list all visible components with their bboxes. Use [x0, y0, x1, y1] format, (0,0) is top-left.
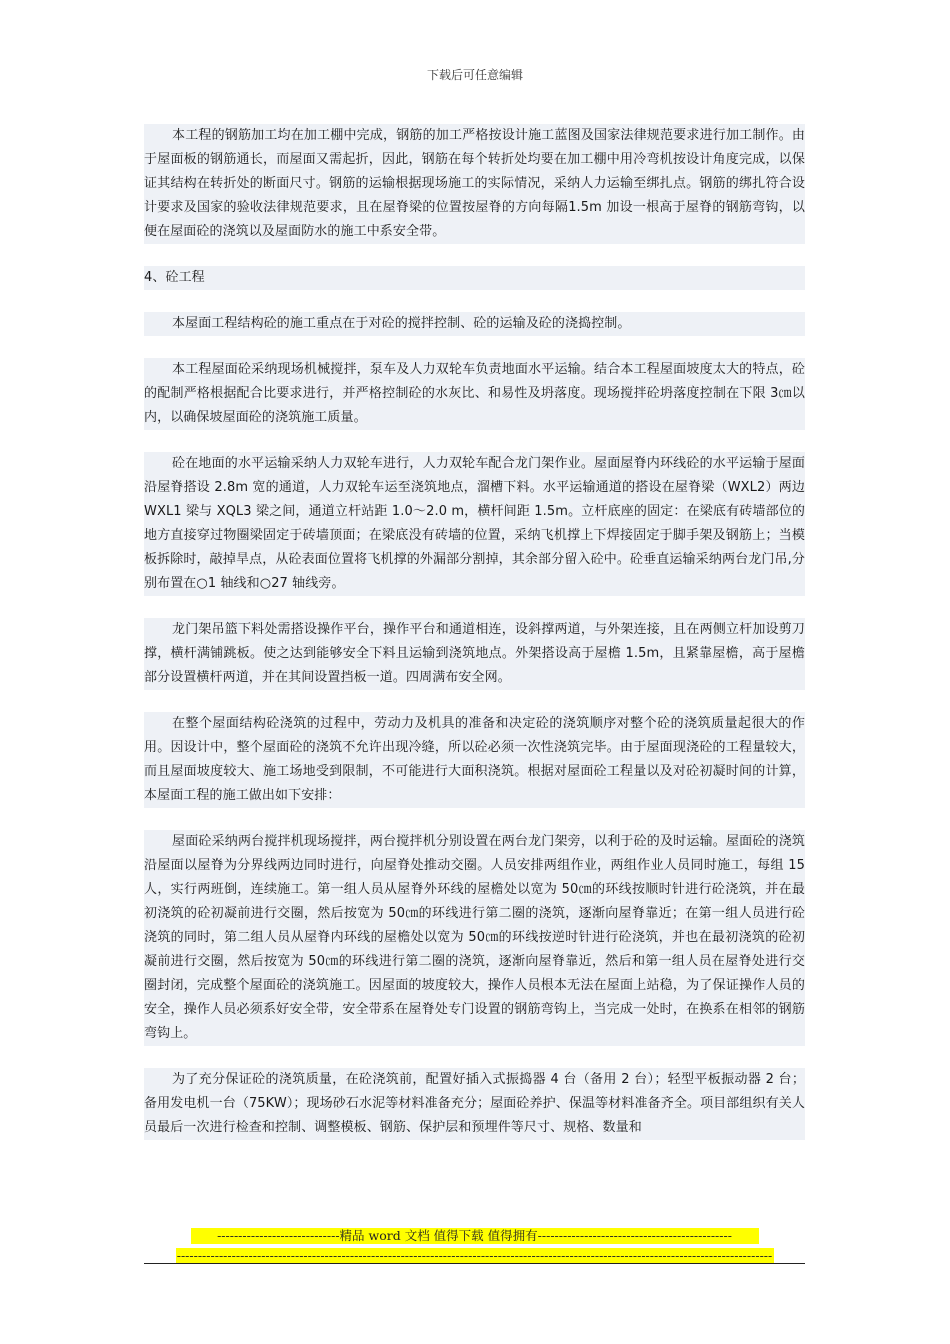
- paragraph-rebar-processing: 本工程的钢筋加工均在加工棚中完成，钢筋的加工严格按设计施工蓝图及国家法律规范要求进行加工制作。由于屋面板的钢筋通长，而屋面又需起折，因此，钢筋在每个转折处均要在加工棚中用冷弯机按设计角度完成，以保证其结构在转折处的断面尺寸。钢筋的运输根据现场施工的实际情况，采纳人力运输至绑扎点。钢筋的绑扎符合设计要求及国家的验收法律规范要求，且在屋脊梁的位置按屋脊的方向每隔1.5m 加设一根高于屋脊的钢筋弯钩，以便在屋面砼的浇筑以及屋面防水的施工中系安全带。: [144, 124, 805, 244]
- paragraph-gap: [144, 290, 805, 312]
- paragraph-equipment-prep: 为了充分保证砼的浇筑质量，在砼浇筑前，配置好插入式振捣器 4 台（备用 2 台）；轻型平板振动器 2 台；备用发电机一台（75KW）；现场砂石水泥等材料准备充分；屋面砼养护、保温等材料准备齐全。项目部组织有关人员最后一次进行检查和控制、调整模板、钢筋、保护层和预埋件等尺寸、规格、数量和: [144, 1068, 805, 1140]
- paragraph-gap: [144, 244, 805, 266]
- document-body: [144, 124, 805, 1140]
- paragraph-gap: [144, 596, 805, 618]
- footer-banner: [144, 1228, 805, 1268]
- paragraph-horizontal-transport: 砼在地面的水平运输采纳人力双轮车进行，人力双轮车配合龙门架作业。屋面屋脊内环线砼的水平运输于屋面沿屋脊搭设 2.8m 宽的通道，人力双轮车运至浇筑地点，溜槽下料。水平运输通道的搭设在屋脊梁（WXL2）两边 WXL1 梁与 XQL3 梁之间，通道立杆站距 1.0～2.0 m，横杆间距 1.5m。立杆底座的固定：在梁底有砖墙部位的地方直接穿过物圈梁固定于砖墙顶面；在梁底没有砖墙的位置，采纳飞机撑上下焊接固定于脚手架及钢筋上；当模板拆除时，敲掉旱点，从砼表面位置将飞机撑的外漏部分割掉，其余部分留入砼中。砼垂直运输采纳两台龙门吊,分别布置在○1 轴线和○27 轴线旁。: [144, 452, 805, 596]
- paragraph-concrete-focus: 本屋面工程结构砼的施工重点在于对砼的搅拌控制、砼的运输及砼的浇捣控制。: [144, 312, 805, 336]
- paragraph-gap: [144, 1046, 805, 1068]
- paragraph-gantry-platform: 龙门架吊篮下料处需搭设操作平台，操作平台和通道相连，设斜撑两道，与外架连接，且在两侧立杆加设剪刀撑，横杆满铺跳板。使之达到能够安全下料且运输到浇筑地点。外架搭设高于屋檐 1.5m，且紧靠屋檐，高于屋檐部分设置横杆两道，并在其间设置挡板一道。四周满布安全网。: [144, 618, 805, 690]
- footer-divider: [144, 1263, 805, 1264]
- paragraph-concrete-mixing: 本工程屋面砼采纳现场机械搅拌，泵车及人力双轮车负责地面水平运输。结合本工程屋面坡度太大的特点，砼的配制严格根据配合比要求进行，并严格控制砼的水灰比、和易性及坍落度。现场搅拌砼坍落度控制在下限 3㎝以内，以确保坡屋面砼的浇筑施工质量。: [144, 358, 805, 430]
- paragraph-pouring-overview: 在整个屋面结构砼浇筑的过程中，劳动力及机具的准备和决定砼的浇筑顺序对整个砼的浇筑质量起很大的作用。因设计中，整个屋面砼的浇筑不允许出现冷缝，所以砼必须一次性浇筑完毕。由于屋面现浇砼的工程量较大，而且屋面坡度较大、施工场地受到限制，不可能进行大面积浇筑。根据对屋面砼工程量以及对砼初凝时间的计算，本屋面工程的施工做出如下安排：: [144, 712, 805, 808]
- section-heading-concrete: 4、砼工程: [144, 266, 805, 290]
- paragraph-gap: [144, 430, 805, 452]
- paragraph-pouring-sequence: 屋面砼采纳两台搅拌机现场搅拌，两台搅拌机分别设置在两台龙门架旁，以利于砼的及时运输。屋面砼的浇筑沿屋面以屋脊为分界线两边同时进行，向屋脊处推动交圈。人员安排两组作业，两组作业人员同时施工，每组 15 人，实行两班倒，连续施工。第一组人员从屋脊外环线的屋檐处以宽为 50㎝的环线按顺时针进行砼浇筑，并在最初浇筑的砼初凝前进行交圈，然后按宽为 50㎝的环线进行第二圈的浇筑，逐渐向屋脊靠近；在第一组人员进行砼浇筑的同时，第二组人员从屋脊内环线的屋檐处以宽为 50㎝的环线按逆时针进行砼浇筑，并也在最初浇筑的砼初凝前进行交圈，然后按宽为 50㎝的环线进行第二圈的浇筑，逐渐向屋脊靠近，然后和第一组人员在屋脊处进行交圈封闭，完成整个屋面砼的浇筑施工。因屋面的坡度较大，操作人员根本无法在屋面上站稳，为了保证操作人员的安全，操作人员必须系好安全带，安全带系在屋脊处专门设置的钢筋弯钩上，当完成一处时，在换系在相邻的钢筋弯钩上。: [144, 830, 805, 1046]
- paragraph-gap: [144, 336, 805, 358]
- paragraph-gap: [144, 808, 805, 830]
- footer-banner-line-1: -----------------------------精品 word 文档 值得下载 值得拥有----------------------------------------------: [191, 1228, 759, 1244]
- footer-banner-line-2: ---------------------------------------------------------------------------------------------------------------------------------------------: [176, 1248, 773, 1263]
- paragraph-gap: [144, 690, 805, 712]
- page-header: 下载后可任意编辑: [426, 68, 523, 82]
